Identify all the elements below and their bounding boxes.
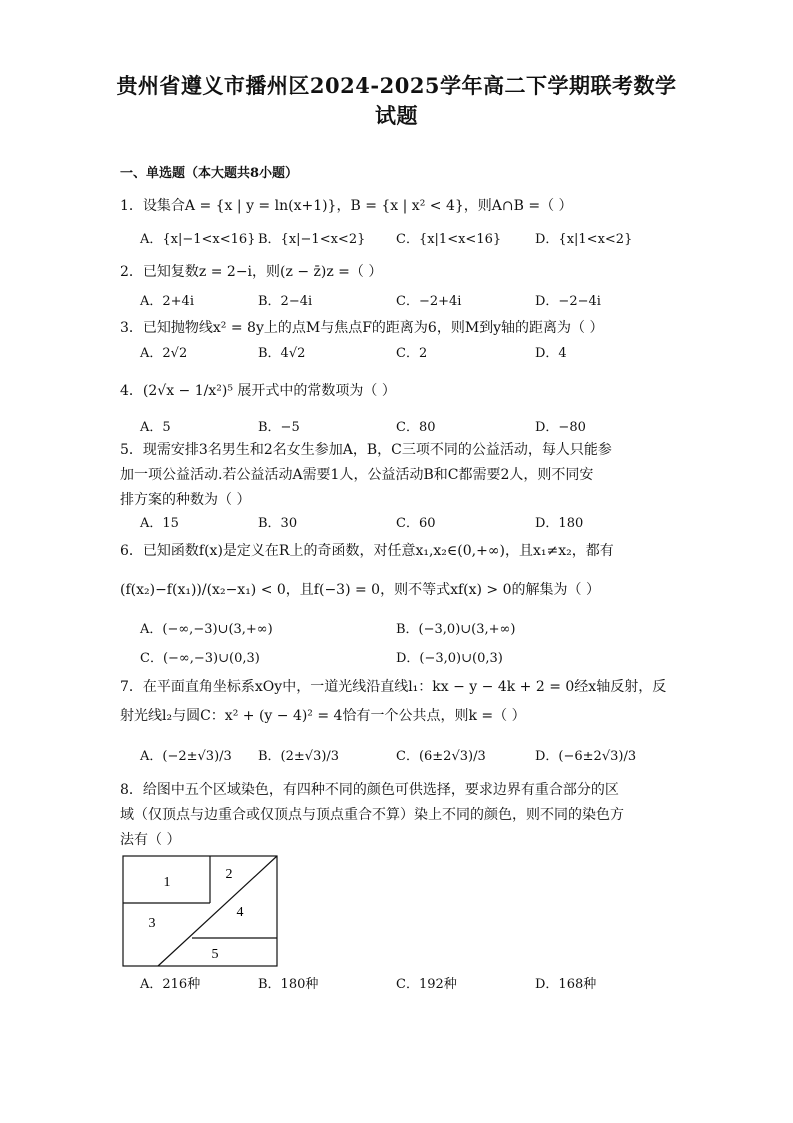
question-5-stem-line3: 排方案的种数为（ ） [120, 492, 251, 508]
question-8-stem-line2: 域（仅顶点与边重合或仅顶点与顶点重合不算）染上不同的颜色，则不同的染色方 [120, 807, 624, 823]
q1-option-c: C．{x|1<x<16} [396, 232, 502, 247]
region-label-3: 3 [148, 916, 156, 931]
q4-option-a: A．5 [140, 420, 171, 435]
q8-option-b: B．180种 [258, 977, 319, 992]
q3-option-b: B．4√2 [258, 346, 306, 361]
section-heading: 一、单选题（本大题共8小题） [120, 166, 299, 181]
q7-option-d: D．(−6±2√3)/3 [535, 749, 637, 764]
region-label-5: 5 [211, 947, 219, 962]
q2-option-d: D．−2−4i [535, 294, 601, 309]
region-label-2: 2 [225, 867, 233, 882]
region-label-4: 4 [236, 905, 244, 920]
page-title-line2: 试题 [375, 103, 418, 128]
q7-option-b: B．(2±√3)/3 [258, 749, 340, 764]
question-7-stem-line1: 7．在平面直角坐标系xOy中，一道光线沿直线l₁：kx − y − 4k + 2 = 0经x轴反射，反 [120, 679, 667, 695]
q8-option-a: A．216种 [140, 977, 201, 992]
q6-option-b: B．(−3,0)∪(3,+∞) [396, 622, 516, 637]
q5-option-b: B．30 [258, 516, 298, 531]
question-5-stem-line1: 5．现需安排3名男生和2名女生参加A，B，C三项不同的公益活动，每人只能参 [120, 442, 612, 458]
question-4-stem: 4．(2√x − 1/x²)⁵ 展开式中的常数项为（ ） [120, 383, 396, 399]
q2-option-c: C．−2+4i [396, 294, 462, 309]
q5-option-c: C．60 [396, 516, 436, 531]
q5-option-d: D．180 [535, 516, 584, 531]
q7-option-a: A．(−2±√3)/3 [140, 749, 232, 764]
q1-option-a: A．{x|−1<x<16} [140, 232, 256, 247]
question-8-stem-line1: 8．给图中五个区域染色，有四种不同的颜色可供选择，要求边界有重合部分的区 [120, 782, 619, 798]
q3-option-c: C．2 [396, 346, 428, 361]
q8-option-d: D．168种 [535, 977, 597, 992]
q2-option-a: A．2+4i [140, 294, 194, 309]
page-title-line1: 贵州省遵义市播州区2024-2025学年高二下学期联考数学 [116, 73, 677, 98]
question-8-stem-line3: 法有（ ） [120, 832, 181, 848]
question-3-stem: 3．已知抛物线x² = 8y上的点M与焦点F的距离为6，则M到y轴的距离为（ ） [120, 320, 604, 336]
q4-option-d: D．−80 [535, 420, 586, 435]
region-label-1: 1 [163, 875, 171, 890]
q3-option-d: D．4 [535, 346, 567, 361]
question-5-stem-line2: 加一项公益活动.若公益活动A需要1人，公益活动B和C都需要2人，则不同安 [120, 467, 594, 483]
q8-option-c: C．192种 [396, 977, 457, 992]
question-2-stem: 2．已知复数z = 2−i，则(z − z̄)z =（ ） [120, 264, 383, 280]
coloring-regions-figure [122, 855, 280, 969]
q6-option-d: D．(−3,0)∪(0,3) [396, 651, 503, 666]
q4-option-c: C．80 [396, 420, 436, 435]
q3-option-a: A．2√2 [140, 346, 188, 361]
q1-option-d: D．{x|1<x<2} [535, 232, 633, 247]
question-6-stem-line1: 6．已知函数f(x)是定义在R上的奇函数，对任意x₁,x₂∈(0,+∞)，且x₁≠x₂，都有 [120, 543, 614, 559]
question-7-stem-line2: 射光线l₂与圆C：x² + (y − 4)² = 4恰有一个公共点，则k =（ ） [120, 708, 526, 724]
question-6-stem-line2: (f(x₂)−f(x₁))/(x₂−x₁) < 0，且f(−3) = 0，则不等式xf(x) > 0的解集为（ ） [120, 582, 600, 598]
figure-outer-border [123, 856, 277, 966]
question-1-stem: 1．设集合A = {x | y = ln(x+1)}，B = {x | x² < 4}，则A∩B =（ ） [120, 198, 573, 214]
q6-option-a: A．(−∞,−3)∪(3,+∞) [140, 622, 273, 637]
q2-option-b: B．2−4i [258, 294, 313, 309]
q1-option-b: B．{x|−1<x<2} [258, 232, 366, 247]
q4-option-b: B．−5 [258, 420, 300, 435]
q7-option-c: C．(6±2√3)/3 [396, 749, 486, 764]
q5-option-a: A．15 [140, 516, 179, 531]
q6-option-c: C．(−∞,−3)∪(0,3) [140, 651, 260, 666]
